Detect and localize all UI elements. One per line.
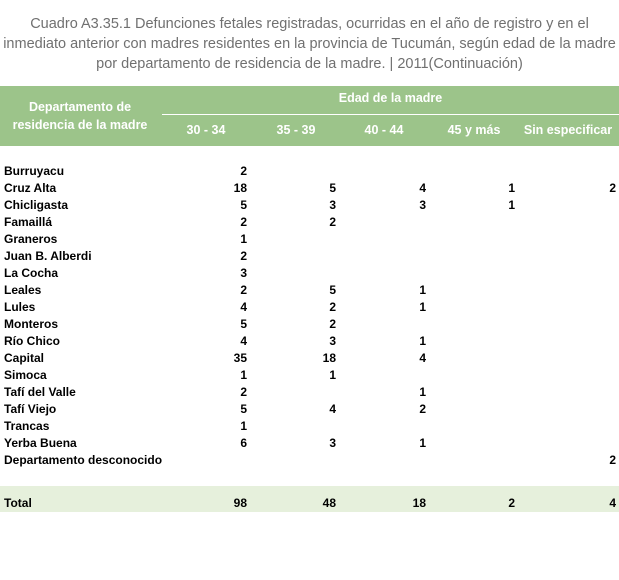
table-row [0, 214, 619, 231]
row-label: Simoca [4, 368, 47, 382]
table-header [0, 86, 619, 146]
cell-value: 5 [240, 317, 247, 331]
cell-value: 5 [329, 283, 336, 297]
cell-value: 1 [508, 181, 515, 195]
header-col-30-34: 30 - 34 [186, 123, 226, 137]
table-row [0, 180, 619, 197]
cell-value: 5 [240, 198, 247, 212]
row-label: Capital [4, 351, 45, 365]
table-row [0, 418, 619, 435]
cell-value: 1 [240, 232, 247, 246]
row-label: Graneros [4, 232, 58, 246]
row-label: Tafí Viejo [4, 402, 57, 416]
cell-value: 5 [240, 402, 247, 416]
cell-value: 3 [329, 436, 336, 450]
table-row [0, 248, 619, 265]
cell-value: 6 [240, 436, 247, 450]
cell-value: 4 [240, 334, 247, 348]
table-title: Cuadro A3.35.1 Defunciones fetales registradas, ocurridas en el año de registro y en el inmediato anterior con madres residentes en la provincia de Tucumán, según edad de la madre por departamento de residencia de la madre. | 2011(Continuación) [3, 16, 616, 72]
cell-value: 4 [419, 351, 426, 365]
cell-value: 2 [329, 300, 336, 314]
cell-value: 5 [329, 181, 336, 195]
table-row [0, 163, 619, 180]
cell-value: 1 [240, 368, 247, 382]
row-label: Famaillá [4, 215, 53, 229]
cell-value: 4 [419, 181, 426, 195]
cell-value: 3 [329, 334, 336, 348]
cell-value: 2 [609, 453, 616, 467]
cell-value: 2 [419, 402, 426, 416]
cell-value: 1 [329, 368, 336, 382]
cell-value: 18 [233, 181, 247, 195]
cell-value: 35 [233, 351, 247, 365]
cell-value: 2 [329, 215, 336, 229]
header-divider [162, 114, 619, 115]
row-label: Trancas [4, 419, 50, 433]
table-row [0, 384, 619, 401]
row-label: Total [4, 496, 32, 510]
header-col-40-44: 40 - 44 [364, 123, 404, 137]
row-label: La Cocha [4, 266, 59, 280]
row-label: Burruyacu [4, 164, 65, 178]
cell-value: 18 [322, 351, 336, 365]
cell-value: 2 [508, 496, 515, 510]
cell-value: 1 [419, 334, 426, 348]
cell-value: 2 [240, 385, 247, 399]
cell-value: 4 [329, 402, 336, 416]
header-col-35-39: 35 - 39 [276, 123, 316, 137]
cell-value: 1 [419, 436, 426, 450]
table-row [0, 231, 619, 248]
cell-value: 2 [240, 164, 247, 178]
row-label: Lules [4, 300, 36, 314]
table-row [0, 299, 619, 316]
row-label: Chicligasta [4, 198, 69, 212]
table-row [0, 350, 619, 367]
cell-value: 1 [508, 198, 515, 212]
cell-value: 1 [419, 283, 426, 297]
cell-value: 3 [329, 198, 336, 212]
cell-value: 1 [240, 419, 247, 433]
table-row [0, 265, 619, 282]
table-row [0, 333, 619, 350]
header-department: Departamento de residencia de la madre [12, 100, 148, 132]
table-row [0, 435, 619, 452]
row-label: Departamento desconocido [4, 453, 163, 467]
table-row [0, 282, 619, 299]
table-row [0, 452, 619, 469]
header-age-group: Edad de la madre [338, 91, 443, 105]
total-row [0, 495, 619, 512]
cell-value: 2 [240, 215, 247, 229]
table-row [0, 401, 619, 418]
table-row [0, 316, 619, 333]
table-row [0, 197, 619, 214]
row-label: Juan B. Alberdi [4, 249, 92, 263]
header-col-45-mas: 45 y más [447, 123, 501, 137]
row-label: Cruz Alta [4, 181, 57, 195]
row-label: Río Chico [4, 334, 60, 348]
cell-value: 2 [329, 317, 336, 331]
cell-value: 48 [322, 496, 336, 510]
cell-value: 18 [412, 496, 426, 510]
row-label: Tafí del Valle [4, 385, 76, 399]
cell-value: 4 [609, 496, 616, 510]
cell-value: 98 [233, 496, 247, 510]
cell-value: 2 [240, 249, 247, 263]
row-label: Yerba Buena [4, 436, 77, 450]
cell-value: 3 [419, 198, 426, 212]
cell-value: 4 [240, 300, 247, 314]
row-label: Monteros [4, 317, 58, 331]
cell-value: 2 [240, 283, 247, 297]
table-row [0, 367, 619, 384]
cell-value: 1 [419, 385, 426, 399]
cell-value: 2 [609, 181, 616, 195]
cell-value: 3 [240, 266, 247, 280]
cell-value: 1 [419, 300, 426, 314]
row-label: Leales [4, 283, 42, 297]
header-col-sin-especificar: Sin especificar [523, 123, 613, 137]
